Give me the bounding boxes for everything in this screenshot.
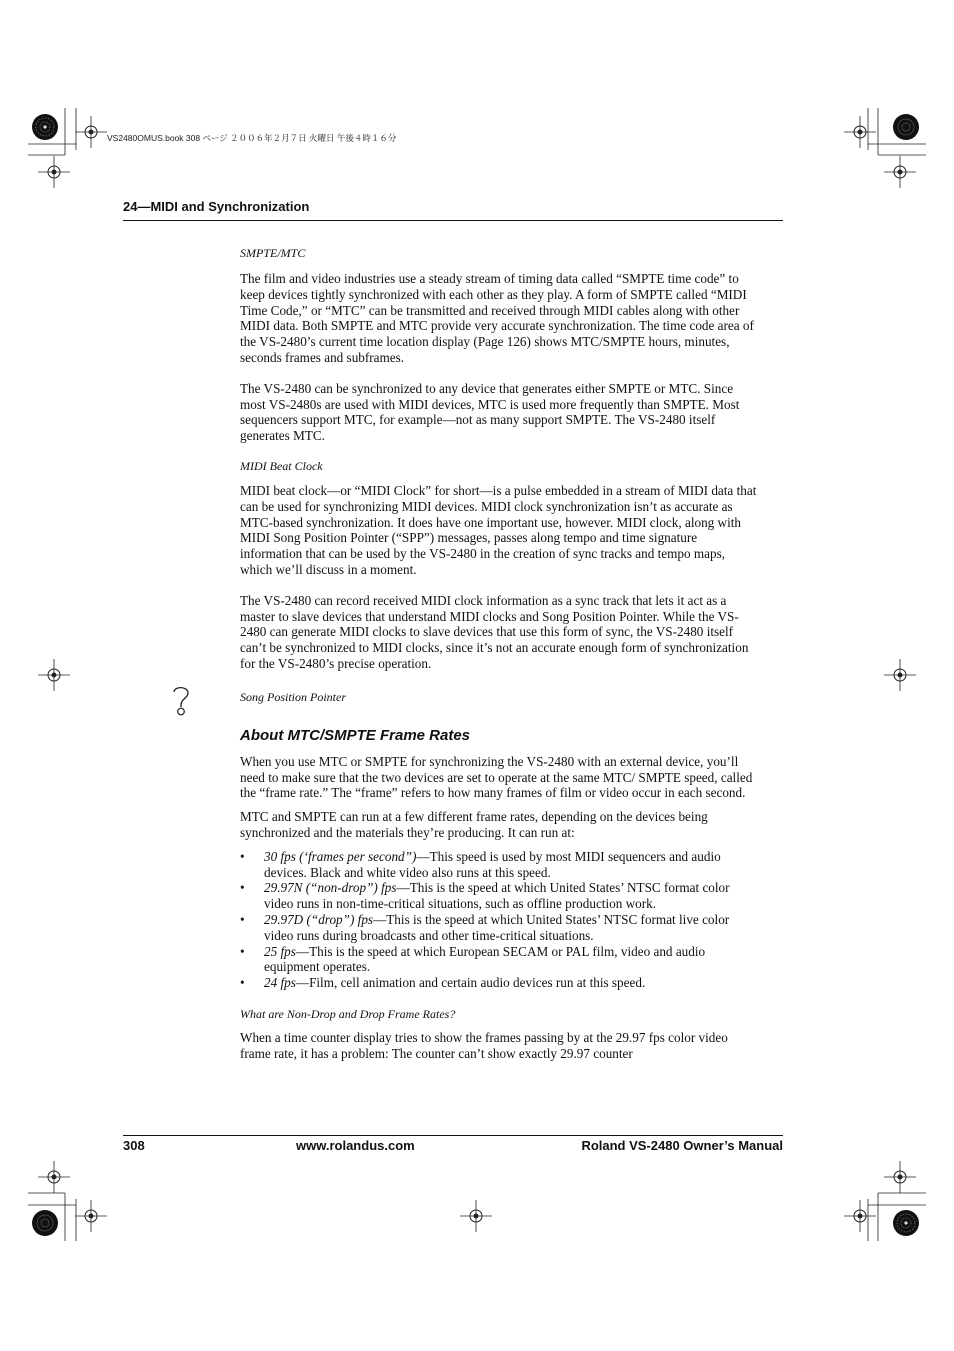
non-drop-heading: What are Non-Drop and Drop Frame Rates? bbox=[240, 1006, 456, 1021]
smpte-paragraph-1: The film and video industries use a steady stream of timing data called “SMPTE time code” to keep devices tightly synchronized with each other as they play. A form of SMPTE called “MIDI Time Code,” or “MTC” can be transmitted and received through MIDI cables along with other MIDI data. Both SMPTE and MTC provide very accurate synchronization. The time code area of the VS-2480’s current time location display (Page 126) shows MTC/SMPTE hours, minutes, seconds frames and subframes. bbox=[240, 271, 754, 365]
non-drop-paragraph-1: When a time counter display tries to show the frames passing by at the 29.97 fps color video frame rate, it has a problem: The counter can’t show exactly 29.97 counter bbox=[240, 1029, 728, 1061]
frame-rate-term: 29.97N (“non-drop”) fps bbox=[264, 880, 397, 896]
manual-title: Roland VS-2480 Owner’s Manual bbox=[581, 1138, 783, 1153]
frame-rate-term: 29.97D (“drop”) fps bbox=[264, 911, 374, 927]
frame-rates-paragraph-1: When you use MTC or SMPTE for synchronizing the VS-2480 with an external device, you’ll need to make sure that the two devices are set to operate at the same MTC/ SMPTE speed, called the “frame rate.” The “frame” refers to how many frames of film or video occur in each second. bbox=[240, 753, 753, 801]
frame-rate-description: —Film, cell animation and certain audio devices run at this speed. bbox=[295, 975, 646, 991]
midi-beat-clock-heading: MIDI Beat Clock bbox=[240, 458, 323, 473]
beat-clock-paragraph-2: The VS-2480 can record received MIDI clock information as a sync track that lets it act as a master to slave devices that understand MIDI clocks and Song Position Pointer. While the VS-2480 can generate MIDI clocks to slave devices that use this form of sync, the VS-2480 itself can’t be synchronized to MIDI clocks, since it’s not an accurate enough form of synchronization for the VS-2480’s precise operation. bbox=[240, 592, 749, 671]
footer-url: www.rolandus.com bbox=[296, 1138, 415, 1153]
beat-clock-paragraph-1: MIDI beat clock—or “MIDI Clock” for short—is a pulse embedded in a stream of MIDI data that can be used for synchronizing MIDI devices. MIDI clock synchronization isn’t as accurate as MTC-based synchronization. It does have one important use, however. MIDI clock, along with MIDI Song Position Pointer (“SPP”) messages, passes along tempo and time signature information that can be used by the VS-2480 in the creation of sync tracks and tempo maps, which we’ll discuss in a moment. bbox=[240, 482, 757, 577]
smpte-paragraph-2: The VS-2480 can be synchronized to any device that generates either SMPTE or MTC. Since most VS-2480s are used with MIDI devices, MTC is used more frequently than SMPTE. Most sequencers support MTC, for example—not as many support SMPTE. The VS-2480 itself generates MTC. bbox=[240, 380, 740, 444]
print-slug: VS2480OMUS.book 308 ページ ２００６年２月７日 火曜日 午後４時１６分 bbox=[107, 133, 397, 143]
page-number: 308 bbox=[123, 1138, 145, 1153]
frame-rate-term: 25 fps bbox=[264, 943, 296, 959]
frame-rate-description: —This is the speed at which United States’ NTSC format color video runs in non-time-critical situations, such as offline production work. bbox=[264, 880, 730, 912]
frame-rates-paragraph-2: MTC and SMPTE can run at a few different frame rates, depending on the devices being synchronized and the materials they’re producing. It can run at: bbox=[240, 809, 708, 840]
song-position-pointer-heading: Song Position Pointer bbox=[240, 689, 346, 704]
frame-rate-description: —This speed is used by most MIDI sequencers and audio devices. Black and white video also runs at this speed. bbox=[264, 848, 721, 880]
frame-rates-section-heading: About MTC/SMPTE Frame Rates bbox=[240, 726, 471, 744]
frame-rate-description: —This is the speed at which European SECAM or PAL film, video and audio equipment operates. bbox=[264, 943, 706, 975]
frame-rate-term: 30 fps (‘frames per second”) bbox=[264, 848, 417, 864]
smpte-mtc-heading: SMPTE/MTC bbox=[240, 246, 306, 260]
running-head: 24—MIDI and Synchronization bbox=[123, 199, 310, 214]
frame-rate-description: —This is the speed at which United States’ NTSC format live color video runs during broadcasts and other time-critical situations. bbox=[264, 911, 730, 943]
frame-rate-term: 24 fps bbox=[264, 975, 296, 991]
